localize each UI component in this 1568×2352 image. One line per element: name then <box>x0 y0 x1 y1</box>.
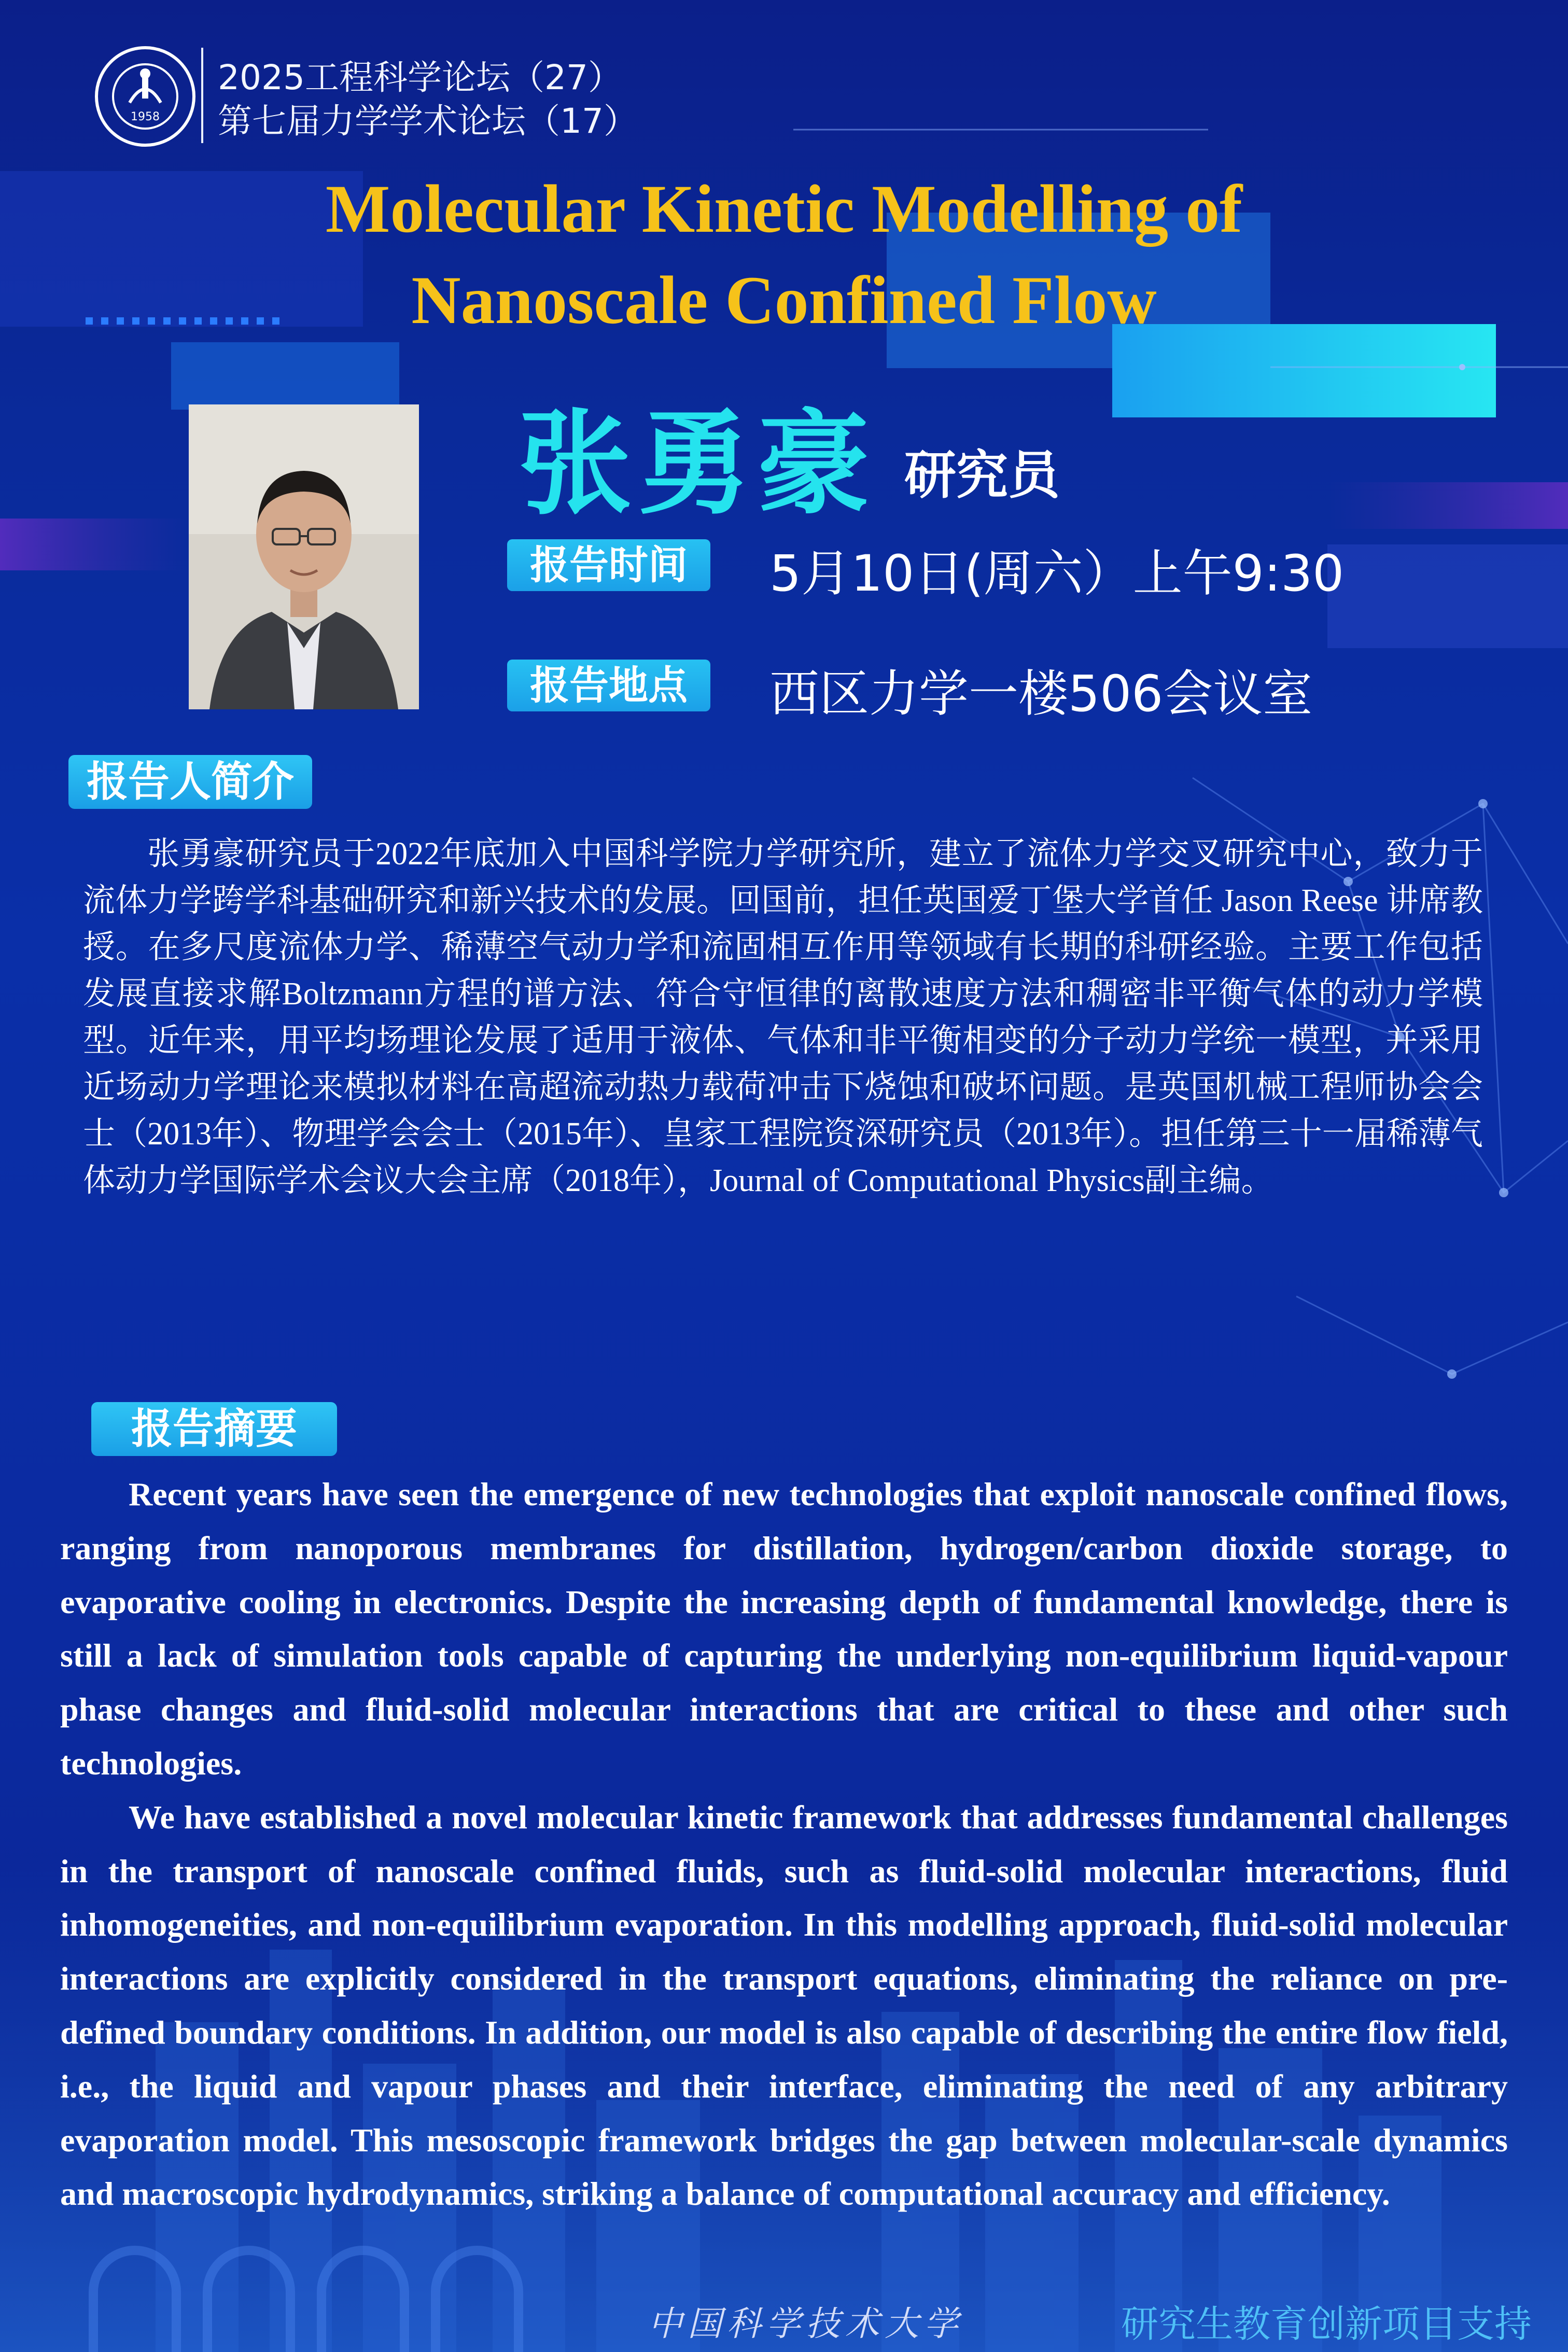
abstract-text-block <box>60 1467 1508 2276</box>
talk-title-line-2: Nanoscale Confined Flow <box>411 262 1157 338</box>
speaker-name: 张勇豪 <box>519 399 876 530</box>
bio-text-block <box>83 831 1483 1354</box>
university-logo <box>93 45 197 148</box>
speaker-title: 研究员 <box>904 445 1060 506</box>
speaker-photo <box>189 404 419 709</box>
university-name-footer: 中国科学技术大学 <box>648 2304 963 2344</box>
header-divider <box>201 48 203 143</box>
place-label-badge: 报告地点 <box>507 660 710 711</box>
abstract-paragraph-2: We have established a novel molecular kinetic framework that addresses fundamental challenges in the transport of nanoscale confined fluids, such as fluid-solid molecular interactions, fluid inhomogeneities, and non-equilibrium evaporation. In this modelling approach, fluid-solid molecular interactions are explicitly considered in the transport equations, eliminating the reliance on pre-defined boundary conditions. In addition, our model is also capable of describing the entire flow field, i.e., the liquid and vapour phases and their interface, eliminating the need of any arbitrary evaporation model. This mesoscopic framework bridges the gap between molecular-scale dynamics and macroscopic hydrodynamics, striking a balance of computational accuracy and efficiency. <box>60 1798 1508 2213</box>
project-support-footer: 研究生教育创新项目支持 <box>1121 2302 1532 2346</box>
abstract-heading: 报告摘要 <box>91 1402 337 1456</box>
light-panel-right-2 <box>1327 544 1568 648</box>
light-panel-left-2 <box>171 342 399 410</box>
place-value: 西区力学一楼506会议室 <box>769 665 1313 723</box>
purple-band-left <box>0 519 187 570</box>
bio-heading: 报告人简介 <box>68 755 312 809</box>
abstract-paragraph-1: Recent years have seen the emergence of new technologies that exploit nanoscale confined flows, ranging from nanoporous membranes for distillation, hydrogen/carbon dioxide storage, to evaporative cooling in electronics. Despite the increasing depth of fundamental knowledge, there is still a lack of simulation tools capable of capturing the underlying non-equilibrium liquid-vapour phase changes and fluid-solid molecular interactions that are critical to these and other such technologies. <box>60 1476 1508 1782</box>
time-value: 5月10日(周六）上午9:30 <box>769 544 1345 603</box>
time-label-badge: 报告时间 <box>507 539 710 591</box>
forum-series-line-1: 2025工程科学论坛（27） <box>218 58 622 97</box>
purple-band-right <box>1327 482 1568 529</box>
bio-paragraph: 张勇豪研究员于2022年底加入中国科学院力学研究所，建立了流体力学交叉研究中心，致力于流体力学跨学科基础研究和新兴技术的发展。回国前，担任英国爱丁堡大学首任 Jason Reese 讲席教授。在多尺度流体力学、稀薄空气动力学和流固相互作用等领域有长期的科研经验。主要工作包括发展直接求解Boltzmann方程的谱方法、符合守恒律的离散速度方法和稠密非平衡气体的动力学模型。近年来，用平均场理论发展了适用于液体、气体和非平衡相变的分子动力学统一模型，并采用近场动力学理论来模拟材料在高超流动热力载荷冲击下烧蚀和破坏问题。是英国机械工程师协会会士（2013年）、物理学会会士（2015年）、皇家工程院资深研究员（2013年）。担任第三十一届稀薄气体动力学国际学术会议大会主席（2018年），Journal of Computational Physics副主编。 <box>83 836 1483 1198</box>
talk-title-line-1: Molecular Kinetic Modelling of <box>325 171 1243 247</box>
forum-series-line-2: 第七届力学学术论坛（17） <box>218 101 638 141</box>
logo-year: 1958 <box>131 110 160 123</box>
